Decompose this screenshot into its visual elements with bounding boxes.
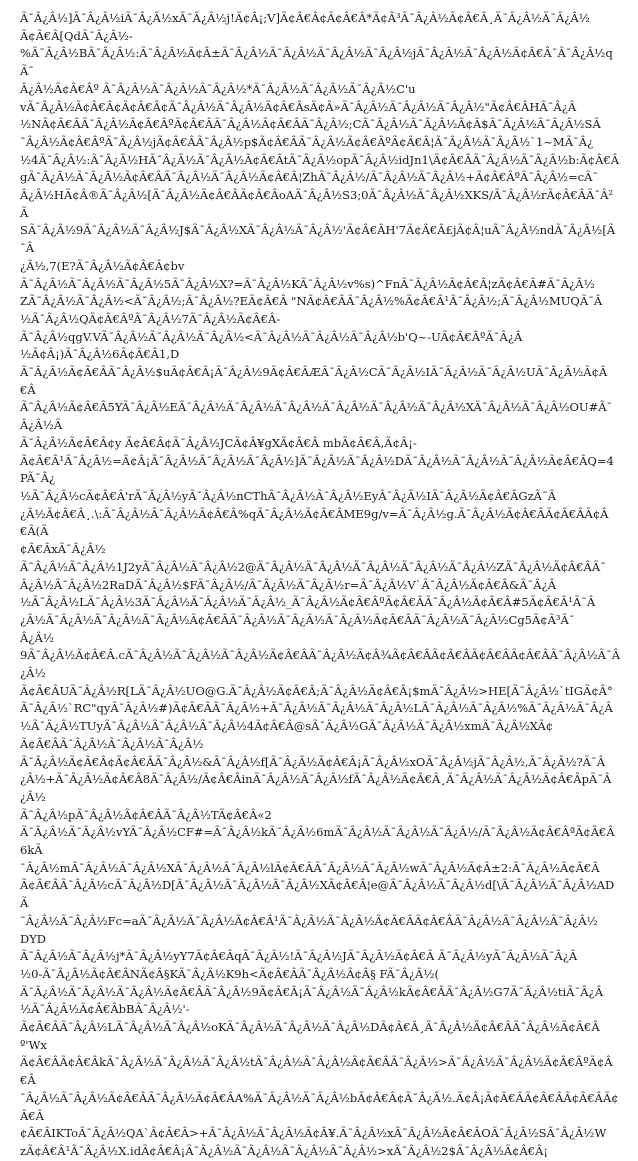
text-line: Ã¯Â¿Â½Ã¢Â€Â¢Ã¢Â€ÂÃ¯Â¿Â½&Ã¯Â¿Â½f[Ã¯Â¿Â½Ã¢Â€Â¡Ã¯Â¿Â½xOÃ¯Â¿Â½jÃ¯Â¿Â½,Ã¯Â¿Â½?Ã¯Â [20, 754, 606, 769]
text-line: ¿Â½+Ã¯Â¿Â½Ã¢Â€Â8Ã¯Â¿Â½/Ã¢Â€ÂinÃ¯Â¿Â½Ã¯Â¿Â½fÃ¯Â¿Â½Ã¢Â€Â¸Ã¯Â¿Â½Ã¯Â¿Â½Ã¢Â€ÂpÃ¯Â¿Â½ [20, 772, 612, 804]
text-line: ¢Â€ÂxÃ¯Â¿Â½ [20, 542, 106, 557]
text-line: ½Ã¯Â¿Â½TUyÃ¯Â¿Â½Ã¯Â¿Â½Ã¯Â¿Â½4Ã¢Â€Â@sÃ¯Â¿Â½GÃ¯Â¿Â½Ã¯Â¿Â½xmÃ¯Â¿Â½XÃ¢ [20, 719, 554, 734]
text-line: Ã¯Â¿Â½Ã¯Â¿Â½1J2yÃ¯Â¿Â½Ã¯Â¿Â½2@Ã¯Â¿Â½Ã¯Â¿Â½Ã¯Â¿Â½Ã¯Â¿Â½Ã¯Â¿Â½ZÃ¯Â¿Â½Ã¢Â€ÂÃ¯ [20, 559, 606, 574]
text-line: Ã¯Â¿Â½Ã¢Â€Â5YÃ¯Â¿Â½EÃ¯Â¿Â½Ã¯Â¿Â½Ã¯Â¿Â½Ã¯Â¿Â½Ã¯Â¿Â½Ã¯Â¿Â½XÃ¯Â¿Â½Ã¯Â¿Â½OU#Ã¯Â¿Â½Ã [20, 400, 613, 433]
text-line: ¯Â¿Â½Ã¯Â¿Â½Fc=aÃ¯Â¿Â½Ã¯Â¿Â½Ã¢Â€Â¹Ã¯Â¿Â½Ã¯Â¿Â½Ã¢Â€ÂÃ¢Â€ÂÃ¯Â¿Â½Ã¯Â¿Â½Ã¯Â¿Â½ [20, 913, 598, 928]
text-line: Â¿Â½Ã¢Â€Âº Ã¯Â¿Â½Ã¯Â¿Â½Ã¯Â¿Â½*Ã¯Â¿Â½Ã¯Â¿Â½Ã¯Â¿Â½C'u [20, 81, 416, 96]
text-line: ¿Â½Ã¢Â€Â¸.\:Ã¯Â¿Â½Ã¯Â¿Â½Ã¢Â€Â%qÃ¯Â¿Â½Ã¢Â€ÂME9g/v=Ã¯Â¿Â½g.Ã¯Â¿Â½Ã¢Â€ÂÃ¢Â€ÂÃ¢Â€Â(Ã [20, 506, 609, 539]
text-line: ¯Â¿Â½mÃ¯Â¿Â½Ã¯Â¿Â½XÃ¯Â¿Â½Ã¯Â¿Â½lÃ¢Â€ÂÃ¯Â¿Â½Ã¯Â¿Â½wÃ¯Â¿Â½Ã¢Â±2:Ã¯Â¿Â½Ã¢Â€Â [20, 860, 600, 875]
text-line: Ã¢Â€ÂÃ¯Â¿Â½LÃ¯Â¿Â½Ã¯Â¿Â½oKÃ¯Â¿Â½Ã¯Â¿Â½Ã¯Â¿Â½DÃ¢Â€Â¸Ã¯Â¿Â½Ã¢Â€ÂÃ¯Â¿Â½Ã¢Â€Âº'Wx [20, 1020, 600, 1052]
text-line: Ã¢Â€ÂUÃ¯Â¿Â½R[LÃ¯Â¿Â½UO@G.Ã¯Â¿Â½Ã¢Â€Â;Ã¯Â¿Â½Ã¢Â€Â¡$mÃ¯Â¿Â½>HE[Ã¯Â¿Â½`tIGÃ¢Â° [20, 683, 613, 698]
text-line: ½Ã¯Â¿Â½LÃ¯Â¿Â½3Ã¯Â¿Â½Ã¯Â¿Â½Ã¯Â¿Â½_Ã¯Â¿Â½Ã¢Â€ÂºÃ¢Â€ÂÃ¯Â¿Â½Ã¢Â€Â#5Ã¢Â€Â¹Ã¯Â [20, 595, 596, 610]
text-line: Ã¯Â¿Â½Ã¢Â€Â¢y Ã¢Â€Â¢Ã¯Â¿Â½JCÃ¢Â¥gXÃ¢Â€Â mbÃ¢Â€Â,Ã¢Â¡- [20, 435, 417, 450]
text-line: ½4Ã¯Â¿Â½:Ã¯Â¿Â½HÃ¯Â¿Â½Ã¯Â¿Â½Ã¢Â€ÂtÃ¯Â¿Â½opÃ¯Â¿Â½idJn1\Ã¢Â€ÂÃ¯Â¿Â½Ã¯Â¿Â½b:Ã¢Â€Â [20, 152, 620, 167]
text-line: Ã¯Â¿Â½`RC"qyÃ¯Â¿Â½#)Ã¢Â€ÂÃ¯Â¿Â½+Ã¯Â¿Â½Ã¯Â¿Â½Ã¯Â¿Â½LÃ¯Â¿Â½Ã¯Â¿Â½%Ã¯Â¿Â½Ã¯Â¿Â [20, 701, 613, 716]
text-line: ½Ã¯Â¿Â½QÃ¢Â€ÂºÃ¯Â¿Â½7Ã¯Â¿Â½Ã¢Â€Â- [20, 311, 281, 326]
text-line: ½Ã¢Â¡)Ã¯Â¿Â½6Ã¢Â€Â1,D [20, 347, 180, 362]
text-line: gÃ¯Â¿Â½Ã¯Â¿Â½Ã¢Â€ÂÃ¯Â¿Â½Ã¯Â¿Â½Ã¢Â€Â¦ZhÃ¯Â¿Â½/Ã¯Â¿Â½Ã¯Â¿Â½+Ã¢Â€ÂºÃ¯Â¿Â½=cÃ¯ [20, 170, 599, 185]
text-line: ½0-Ã¯Â¿Â½Ã¢Â€ÂNÃ¢Â§KÃ¯Â¿Â½K9h<Ã¢Â€ÂÃ¯Â¿Â½Ã¢Â§ FÃ¯Â¿Â½( [20, 966, 439, 981]
text-line: Ã¯Â¿Â½Ã¯Â¿Â½j*Ã¯Â¿Â½yY7Ã¢Â€ÂqÃ¯Â¿Â½!Ã¯Â¿Â½JÃ¯Â¿Â½Ã¢Â€Â Ã¯Â¿Â½yÃ¯Â¿Â½Ã¯Â¿Â [20, 949, 578, 964]
text-line: Ã¯Â¿Â½Ã¢Â€ÂÃ¯Â¿Â½$uÃ¢Â€Â¡Ã¯Â¿Â½9Ã¢Â€ÂÆÃ¯Â¿Â½CÃ¯Â¿Â½IÃ¯Â¿Â½Ã¯Â¿Â½UÃ¯Â¿Â½Ã¢Â€Â [20, 365, 608, 397]
text-line: Ã¢Â€ÂÃ¢Â€ÂkÃ¯Â¿Â½Ã¯Â¿Â½Ã¯Â¿Â½tÃ¯Â¿Â½Ã¯Â¿Â½Ã¢Â€ÂÃ¯Â¿Â½>Ã¯Â¿Â½Ã¯Â¿Â½Ã¢Â€ÂºÃ¢Â€Â [20, 1055, 613, 1088]
text-line: ¢Â€ÂIKToÃ¯Â¿Â½QA`Ã¢Â€Â>+Ã¯Â¿Â½Ã¯Â¿Â½Ã¢Â¥.Ã¯Â¿Â½xÃ¯Â¿Â½Ã¢Â€ÂOÃ¯Â¿Â½SÃ¯Â¿Â½W [20, 1126, 607, 1141]
text-line: Â¿Â½Ã¯Â¿Â½2RaDÃ¯Â¿Â½$FÃ¯Â¿Â½/Ã¯Â¿Â½Ã¯Â¿Â½r=Ã¯Â¿Â½V`Ã¯Â¿Â½Ã¢Â€Â&Ã¯Â¿Â [20, 577, 557, 592]
text-line: ½NÃ¢Â€ÂÃ¯Â¿Â½Ã¢Â€ÂºÃ¢Â€ÂÃ¯Â¿Â½Ã¢Â€ÂÃ¯Â¿Â½;CÃ¯Â¿Â½Ã¯Â¿Â½Ã¢Â$Ã¯Â¿Â½Ã¯Â¿Â½SÃ [20, 117, 601, 132]
text-line: vÃ¯Â¿Â½Ã¢Â€Â¢Ã¢Â€Â¢Ã¯Â¿Â½Ã¯Â¿Â½Ã¢Â€ÂsÃ¢Â»Ã¯Â¿Â½Ã¯Â¿Â½Ã¯Â¿Â½"Ã¢Â€ÂHÃ¯Â¿Â [20, 99, 577, 114]
text-line: ¿Â½,7(E?Ã¯Â¿Â½Ã¢Â€Â¢bv [20, 258, 185, 273]
text-line: ¯Â¿Â½Ã¢Â€ÂºÃ¯Â¿Â½jÃ¢Â€ÂÃ¯Â¿Â½p$Ã¢Â€ÂÃ¯Â¿Â½Ã¢Â€ÂºÃ¢Â€Â¦Ã¯Â¿Â½Ã¯Â¿Â½`1~MÃ¯Â¿ [20, 134, 594, 149]
text-line: ¯Â¿Â½Ã¯Â¿Â½Ã¢Â€ÂÃ¯Â¿Â½Ã¢Â€ÂA%Ã¯Â¿Â½Ã¯Â¿Â½bÃ¢Â€Â¢Ã¯Â¿Â½.Ã¢Â¡Ã¢Â€ÂÃ¢Â€ÂÃ¢Â€ÂÃ¢Â€Â [20, 1090, 619, 1123]
text-line: Ã¯Â¿Â½pÃ¯Â¿Â½Ã¢Â€ÂÃ¯Â¿Â½TÃ¢Â€Â«2 [20, 807, 272, 822]
text-line: Ã¢Â€ÂÃ¯Â¿Â½cÃ¯Â¿Â½D[Ã¯Â¿Â½Ã¯Â¿Â½Ã¯Â¿Â½XÃ¢Â€Â¦e@Ã¯Â¿Â½Ã¯Â¿Â½d[\Ã¯Â¿Â½Ã¯Â¿Â½ADÃ [20, 878, 615, 911]
text-line: ¿Â½Ã¯Â¿Â½Ã¯Â¿Â½Ã¯Â¿Â½Ã¢Â€ÂÃ¯Â¿Â½Ã¯Â¿Â½Ã¯Â¿Â½Ã¢Â€ÂÃ¯Â¿Â½Ã¯Â¿Â½Cg5Ã¢Â³Ã¯ [20, 612, 575, 627]
text-line: Ã¯Â¿Â½Ã¯Â¿Â½Ã¯Â¿Â½5Ã¯Â¿Â½X?=Ã¯Â¿Â½KÃ¯Â¿Â½v%s)^FnÃ¯Â¿Â½Ã¢Â€Â¦zÃ¢Â€Â#Ã¯Â¿Â½ [20, 276, 595, 291]
text-line: Ã¯Â¿Â½Ã¯Â¿Â½Ã¯Â¿Â½Ã¢Â€ÂÃ¯Â¿Â½9Ã¢Â€Â¡Ã¯Â¿Â½Ã¯Â¿Â½kÃ¢Â€ÂÃ¯Â¿Â½G7Ã¯Â¿Â½tiÃ¯Â¿Â [20, 984, 603, 999]
text-line: Ã¢Â€ÂÃ¯Â¿Â½Ã¯Â¿Â½Ã¯Â¿Â½ [20, 736, 204, 751]
text-line: Â¿Â½ [20, 630, 54, 645]
text-line: ZÃ¯Â¿Â½Ã¯Â¿Â½<Ã¯Â¿Â½;Ã¯Â¿Â½?EÃ¢Â€Â "NÃ¢Â€ÂÃ¯Â¿Â½%Ã¢Â€Â¹Ã¯Â¿Â½;Ã¯Â¿Â½MUQÃ¯Â [20, 294, 603, 309]
text-line: 9Ã¯Â¿Â½Ã¢Â€Â.cÃ¯Â¿Â½Ã¯Â¿Â½Ã¯Â¿Â½Ã¢Â€ÂÃ¯Â¿Â½Ã¢Â¾Ã¢Â€ÂÃ¢Â€ÂÃ¢Â€ÂÃ¢Â€ÂÃ¯Â¿Â½Ã¯Â¿Â½ [20, 648, 620, 681]
text-line: Ã¯Â¿Â½qgV.VÃ¯Â¿Â½Ã¯Â¿Â½Ã¯Â¿Â½<Ã¯Â¿Â½Ã¯Â¿Â½Ã¯Â¿Â½b'Q~-UÃ¢Â€ÂºÃ¯Â¿Â [20, 329, 523, 344]
text-line: zÃ¢Â€Â¹Ã¯Â¿Â½X.idÃ¢Â€Â¡Ã¯Â¿Â½Ã¯Â¿Â½Ã¯Â¿Â½Ã¯Â¿Â½>xÃ¯Â¿Â½2$Ã¯Â¿Â½Ã¢Â€Â¡ [20, 1144, 549, 1158]
text-line: Ã¯Â¿Â½]Ã¯Â¿Â½iÃ¯Â¿Â½xÃ¯Â¿Â½j!Ã¢Â¡;V]Ã¢Â€Â¢Ã¢Â€Â*Ã¢Â³Ã¯Â¿Â½Ã¢Â€Â¸Ã¯Â¿Â½Ã¯Â¿Â½ [20, 11, 590, 25]
text-line: %Ã¯Â¿Â½BÃ¯Â¿Â½:Ã¯Â¿Â½Ã¢Â±Ã¯Â¿Â½Ã¯Â¿Â½Ã¯Â¿Â½Ã¯Â¿Â½jÃ¯Â¿Â½Ã¯Â¿Â½Ã¢Â€Â¯Ã¯Â¿Â½qÃ¯ [20, 46, 613, 79]
text-line: DYD [20, 931, 47, 946]
text-line: Ã¯Â¿Â½Ã¯Â¿Â½vYÃ¯Â¿Â½CF#=Ã¯Â¿Â½kÃ¯Â¿Â½6mÃ¯Â¿Â½Ã¯Â¿Â½Ã¯Â¿Â½/Ã¯Â¿Â½Ã¢Â€ÂªÃ¢Â€Â6kÃ [20, 825, 615, 858]
garbled-text-body [20, 10, 620, 1158]
text-line: Ã¢Â€Â[QdÃ¯Â¿Â½- [20, 28, 133, 43]
text-line: ½Ã¯Â¿Â½cÃ¢Â€Â'rÃ¯Â¿Â½yÃ¯Â¿Â½nCThÃ¯Â¿Â½Ã¯Â¿Â½EyÃ¯Â¿Â½IÃ¯Â¿Â½Ã¢Â€ÂGzÃ¯Â [20, 488, 556, 503]
text-line: ½Ã¯Â¿Â½Ã¢Â€ÂbBÃ¯Â¿Â½'- [20, 1002, 190, 1017]
text-line: Â¿Â½HÃ¢Â®Ã¯Â¿Â½[Ã¯Â¿Â½Ã¢Â€ÂÃ¢Â€ÂoAÃ¯Â¿Â½S3;0Ã¯Â¿Â½Ã¯Â¿Â½XKS/Ã¯Â¿Â½rÃ¢Â€ÂÃ¯Â²Ã [20, 188, 613, 220]
text-line: Ã¢Â€Â¹Ã¯Â¿Â½=Ã¢Â¡Ã¯Â¿Â½Ã¯Â¿Â½Ã¯Â¿Â½]Ã¯Â¿Â½Ã¯Â¿Â½DÃ¯Â¿Â½Ã¯Â¿Â½Ã¯Â¿Â½Ã¢Â€ÂQ=4PÃ¯Â¿ [20, 453, 614, 486]
text-line: SÃ¯Â¿Â½9Ã¯Â¿Â½Ã¯Â¿Â½J$Ã¯Â¿Â½XÃ¯Â¿Â½Ã¯Â¿Â½'Ã¢Â€ÂH'7Ã¢Â€Â£jÃ¢Â¦uÃ¯Â¿Â½ndÃ¯Â¿Â½[Ã¯Â [20, 223, 616, 256]
